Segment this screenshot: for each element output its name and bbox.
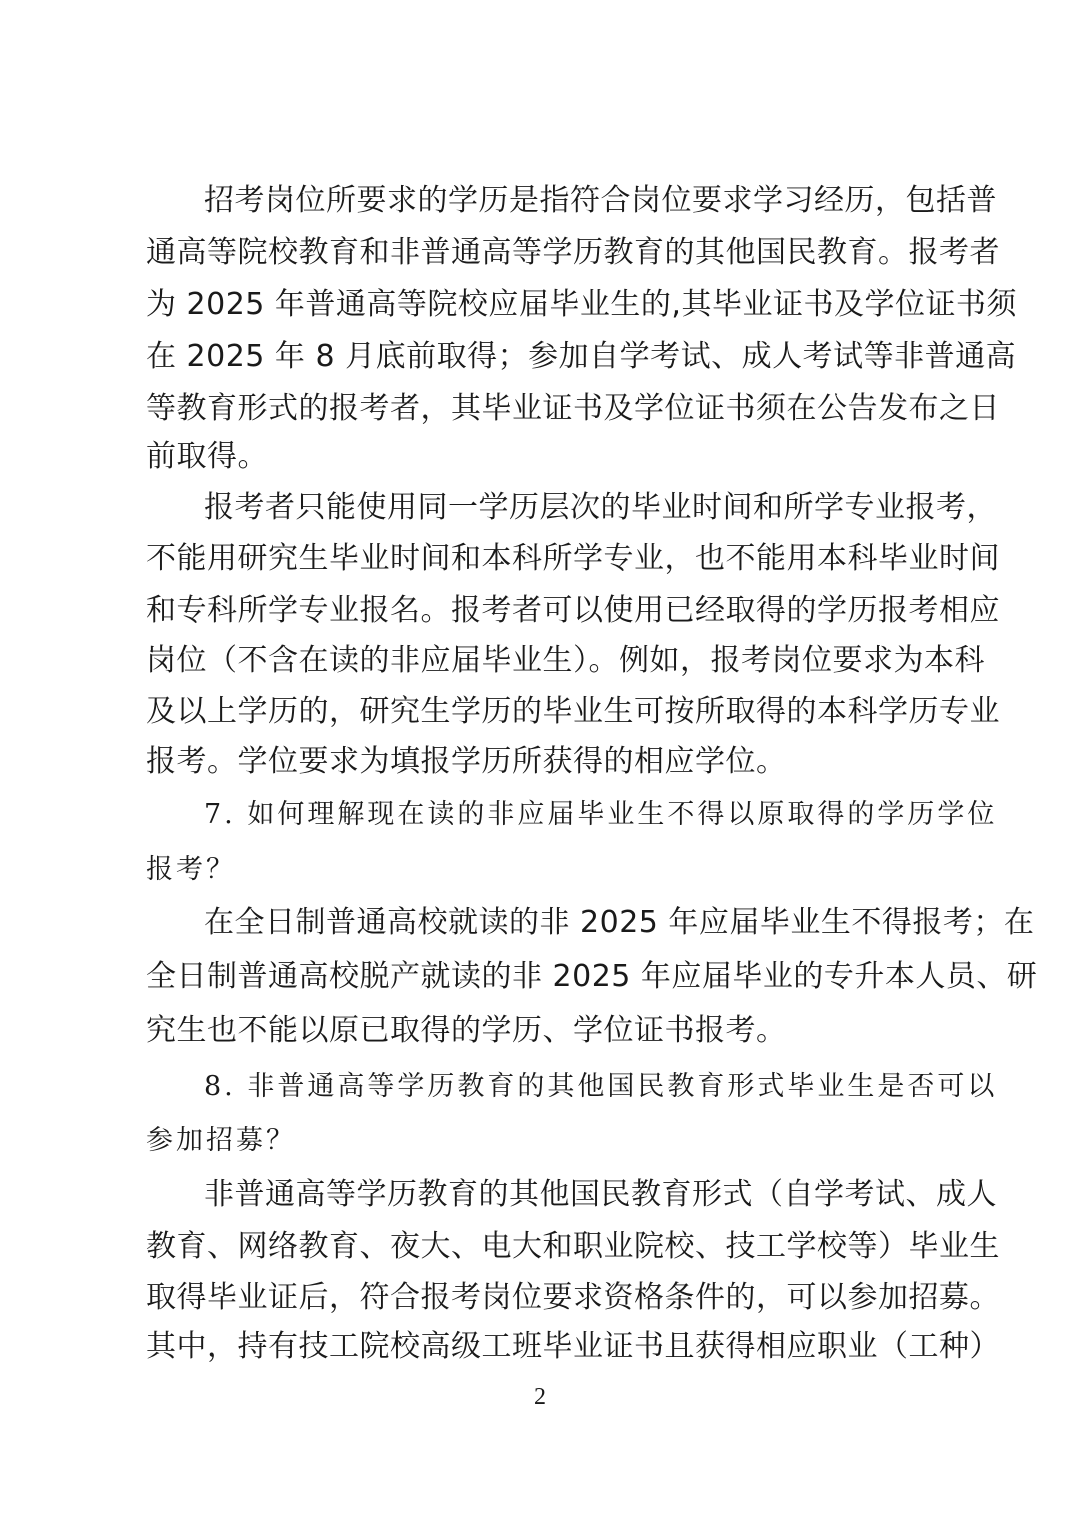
paragraph-line: 报考者只能使用同一学历层次的毕业时间和所学专业报考， [204,490,997,525]
page-number: 2 [534,1384,546,1410]
paragraph-line: 在全日制普通高校就读的非 2025 年应届毕业生不得报考；在 [204,905,1035,940]
paragraph-line: 究生也不能以原已取得的学历、学位证书报考。 [146,1013,787,1048]
paragraph-line: 教育、网络教育、夜大、电大和职业院校、技工学校等）毕业生 [146,1229,1000,1264]
paragraph-line: 为 2025 年普通高等院校应届毕业生的,其毕业证书及学位证书须 [146,287,1017,322]
paragraph-line: 不能用研究生毕业时间和本科所学专业，也不能用本科毕业时间 [146,541,1000,576]
paragraph-line: 通高等院校教育和非普通高等学历教育的其他国民教育。报考者 [146,235,1000,270]
question-heading: 7. 如何理解现在读的非应届毕业生不得以原取得的学历学位 [204,799,998,830]
paragraph-line: 非普通高等学历教育的其他国民教育形式（自学考试、成人 [204,1177,997,1212]
paragraph-line: 在 2025 年 8 月底前取得；参加自学考试、成人考试等非普通高 [146,339,1017,374]
question-heading: 参加招募？ [146,1125,296,1156]
paragraph-line: 招考岗位所要求的学历是指符合岗位要求学习经历，包括普 [204,183,997,218]
paragraph-line: 取得毕业证后，符合报考岗位要求资格条件的，可以参加招募。 [146,1280,1000,1315]
paragraph-line: 等教育形式的报考者，其毕业证书及学位证书须在公告发布之日 [146,391,1000,426]
paragraph-line: 岗位（不含在读的非应届毕业生）。例如，报考岗位要求为本科 [146,643,985,678]
paragraph-line: 及以上学历的，研究生学历的毕业生可按所取得的本科学历专业 [146,694,1000,729]
paragraph-line: 前取得。 [146,439,268,474]
paragraph-line: 和专科所学专业报名。报考者可以使用已经取得的学历报考相应 [146,593,1000,628]
question-heading: 报考？ [146,854,236,885]
paragraph-line: 全日制普通高校脱产就读的非 2025 年应届毕业的专升本人员、研 [146,959,1038,994]
question-heading: 8. 非普通高等学历教育的其他国民教育形式毕业生是否可以 [204,1071,998,1102]
paragraph-line: 其中，持有技工院校高级工班毕业证书且获得相应职业（工种） [146,1329,1000,1364]
paragraph-line: 报考。学位要求为填报学历所获得的相应学位。 [146,744,787,779]
